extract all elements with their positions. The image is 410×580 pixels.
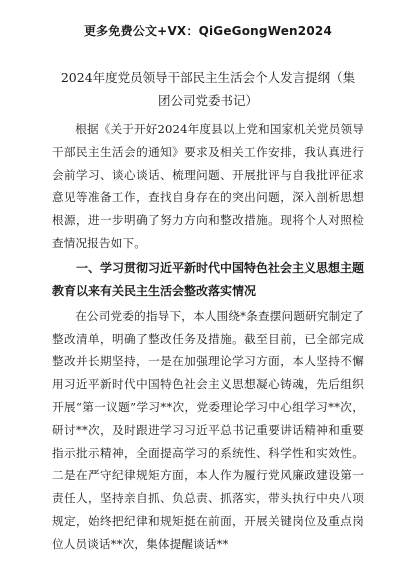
intro-paragraph: 根据《关于开好2024年度县以上党和国家机关党员领导干部民主生活会的通知》要求及相关工作安排，我认真进行会前学习、谈心谈话、梳理问题、开展批评与自我批评征求意见等准备工作，查找自身存在的突出问题，深入剖析思想根源，进一步明确了努力方向和整改措施。现将个人对照检查情况报告如下。 bbox=[52, 122, 364, 250]
document-title: 2024年度党员领导干部民主生活会个人发言提纲（集团公司党委书记） bbox=[60, 70, 356, 108]
section-heading-1: 一、学习贯彻习近平新时代中国特色社会主义思想主题教育以来有关民主生活会整改落实情况 bbox=[52, 260, 365, 298]
watermark-header: 更多免费公文+VX：QiGeGongWen2024 bbox=[83, 24, 332, 38]
section-body-1: 在公司党委的指导下，本人围绕*条查摆问题研究制定了整改清单，明确了整改任务及措施。截至目前，已全部完成整改并长期坚持，一是在加强理论学习方面，本人坚持不懈用习近平新时代中国特色社会主义思想凝心铸魂，先后组织开展“第一议题”学习**次，党委理论学习中心组学习**次，研讨**次，及时跟进学习习近平总书记重要讲话精神和重要指示批示精神，全面提高学习的系统性、科学性和实效性。二是在严守纪律规矩方面，本人作为履行党风廉政建设第一责任人，坚持亲自抓、负总责、抓落实，带头执行中央八项规定，始终把纪律和规矩挺在前面，开展关键岗位及重点岗位人员谈话**次，集体提醒谈话** bbox=[52, 308, 364, 551]
